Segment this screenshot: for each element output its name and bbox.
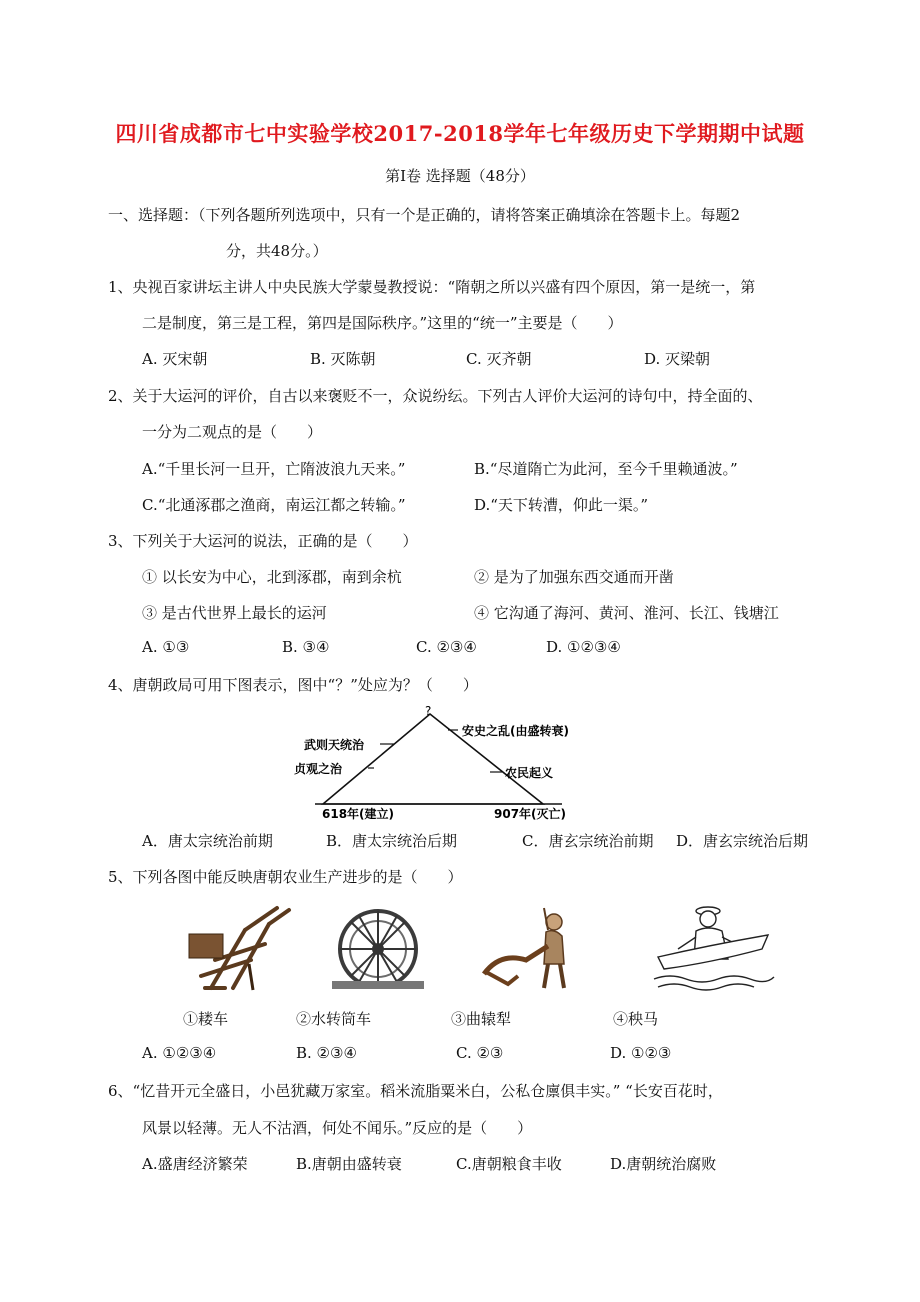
q5-option-a: A. ①②③④	[142, 1044, 217, 1062]
q3-option-d: D. ①②③④	[546, 638, 621, 656]
q1-option-c: C. 灭齐朝	[466, 350, 532, 368]
diagram-label-wuzetian: 武则天统治	[304, 738, 365, 752]
q3-statement-2: ② 是为了加强东西交通而开凿	[474, 568, 674, 586]
seedling-horse-image	[650, 897, 776, 993]
q6-stem-line1: 6、“忆昔开元全盛日，小邑犹藏万家室。稻米流脂粟米白，公私仓廪俱丰实。” “长安百花时，	[108, 1082, 723, 1100]
q1-option-d: D. 灭梁朝	[644, 350, 711, 368]
q3-stem: 3、下列关于大运河的说法，正确的是（ ）	[108, 532, 418, 550]
q2-option-b: B.“尽道隋亡为此河，至今千里赖通波。”	[474, 460, 738, 478]
q4-option-a: A．唐太宗统治前期	[142, 832, 273, 850]
instructions-line2: 分，共48分。）	[226, 242, 328, 260]
seed-drill-image	[185, 900, 293, 992]
instructions-line1: 一、选择题：（下列各题所列选项中，只有一个是正确的，请将答案正确填涂在答题卡上。每题2	[108, 206, 741, 224]
q5-caption-3: ③曲辕犁	[451, 1010, 512, 1028]
q4-option-b: B．唐太宗统治后期	[326, 832, 458, 850]
q3-statement-3: ③ 是古代世界上最长的运河	[142, 604, 327, 622]
q2-option-a: A.“千里长河一旦开，亡隋波浪九天来。”	[142, 460, 406, 478]
q4-option-d: D．唐玄宗统治后期	[676, 832, 809, 850]
curved-plough-image	[478, 902, 576, 990]
diagram-label-anshi: 安史之乱(由盛转衰)	[462, 724, 569, 738]
q5-option-b: B. ②③④	[296, 1044, 357, 1062]
diagram-label-uprising: 农民起义	[505, 766, 554, 780]
q5-stem: 5、下列各图中能反映唐朝农业生产进步的是（ ）	[108, 868, 463, 886]
q6-option-d: D.唐朝统治腐败	[610, 1155, 717, 1173]
q5-caption-1: ①耧车	[183, 1010, 229, 1028]
seed-drill-box	[189, 934, 223, 958]
tang-politics-diagram	[290, 700, 620, 820]
q3-statement-1: ① 以长安为中心，北到涿郡，南到余杭	[142, 568, 402, 586]
water-wheel-image	[326, 905, 430, 991]
q2-stem-line2: 一分为二观点的是（ ）	[142, 423, 323, 441]
q1-stem-line1: 1、央视百家讲坛主讲人中央民族大学蒙曼教授说：“隋朝之所以兴盛有四个原因，第一是统一，第	[108, 278, 756, 296]
diagram-label-zhenguan: 贞观之治	[294, 762, 343, 776]
q5-caption-4: ④秧马	[613, 1010, 659, 1028]
q2-option-c: C.“北通涿郡之渔商，南运江都之转输。”	[142, 496, 406, 514]
q5-caption-2: ②水转筒车	[296, 1010, 372, 1028]
diagram-peak-label: ?	[425, 704, 432, 718]
q2-stem-line1: 2、关于大运河的评价，自古以来褒贬不一，众说纷纭。下列古人评价大运河的诗句中，持全面的、	[108, 387, 763, 405]
q5-option-d: D. ①②③	[610, 1044, 672, 1062]
q1-stem-line2: 二是制度，第三是工程，第四是国际秩序。”这里的“统一”主要是（ ）	[142, 314, 623, 332]
q3-option-b: B. ③④	[282, 638, 330, 656]
q6-option-a: A.盛唐经济繁荣	[142, 1155, 248, 1173]
q4-option-c: C．唐玄宗统治前期	[522, 832, 654, 850]
section-heading: 第Ⅰ卷 选择题（48分）	[385, 167, 535, 185]
q3-option-a: A. ①③	[142, 638, 190, 656]
diagram-label-start: 618年(建立)	[322, 807, 395, 820]
q1-option-a: A. 灭宋朝	[142, 350, 208, 368]
q1-option-b: B. 灭陈朝	[310, 350, 376, 368]
q6-stem-line2: 风景以轻薄。无人不沽酒，何处不闻乐。”反应的是（ ）	[142, 1119, 533, 1137]
q6-option-c: C.唐朝粮食丰收	[456, 1155, 562, 1173]
page-title: 四川省成都市七中实验学校2017-2018学年七年级历史下学期期中试题	[115, 121, 805, 146]
q3-statement-4: ④ 它沟通了海河、黄河、淮河、长江、钱塘江	[474, 604, 779, 622]
q4-stem: 4、唐朝政局可用下图表示，图中“？”处应为？（ ）	[108, 676, 478, 694]
q3-option-c: C. ②③④	[416, 638, 477, 656]
diagram-label-end: 907年(灭亡)	[494, 807, 567, 820]
q5-option-c: C. ②③	[456, 1044, 504, 1062]
q6-option-b: B.唐朝由盛转衰	[296, 1155, 402, 1173]
q2-option-d: D.“天下转漕，仰此一渠。”	[474, 496, 649, 514]
